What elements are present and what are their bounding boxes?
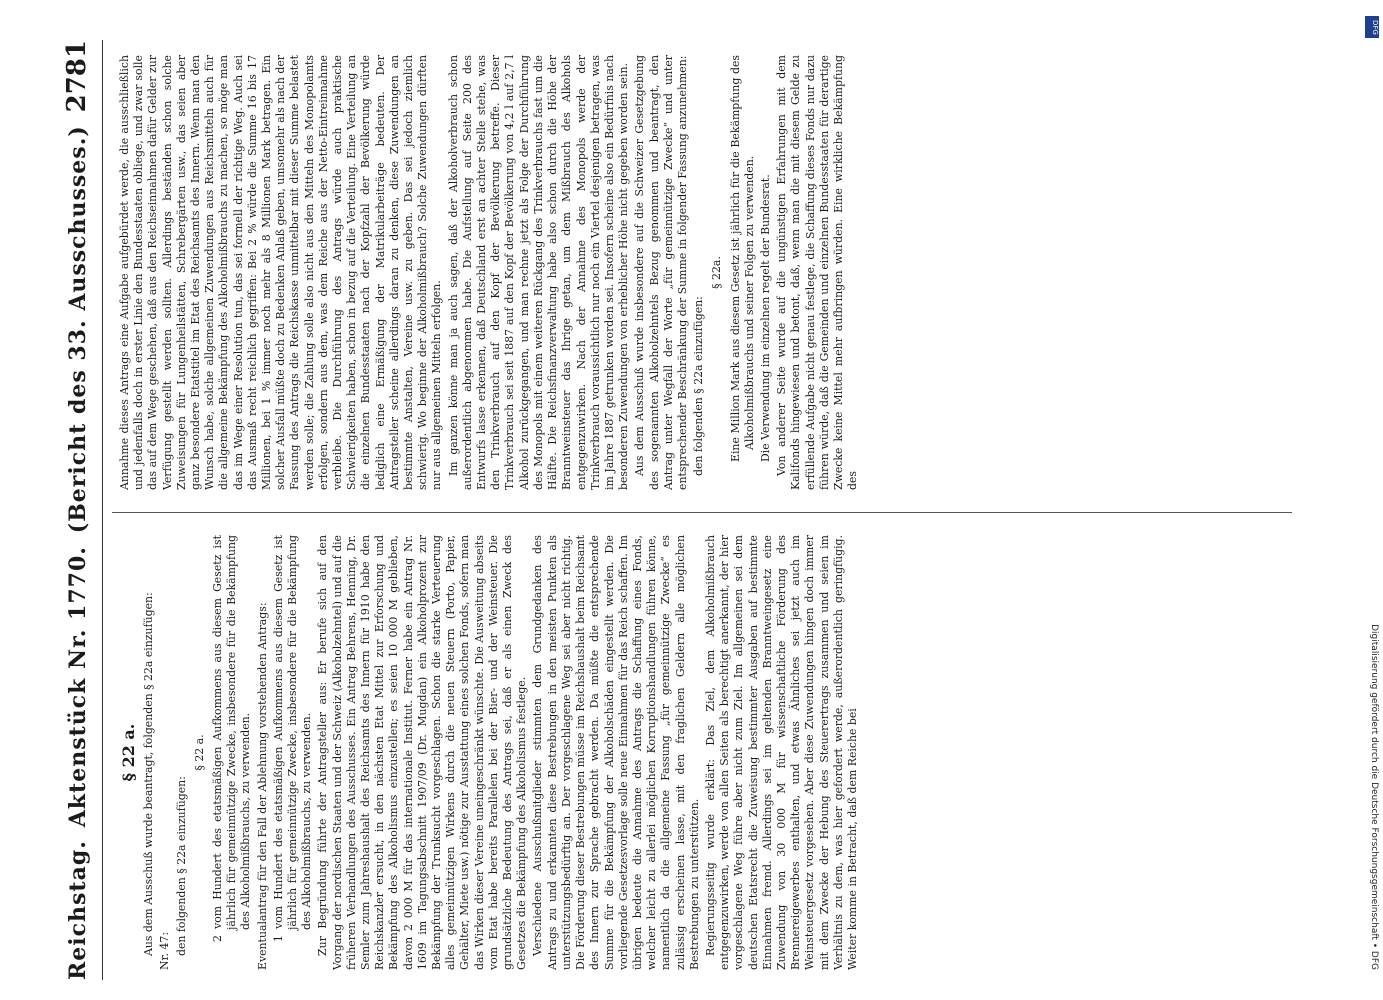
paragraph-heading: § 22 a. xyxy=(192,734,206,771)
government-paragraph: Regierungsseitig wurde erklärt: Das Ziel, dem Alkoholmißbrauch entgegenzuwirken, werde von allen Seiten als berechtigt anerkannt, der hier vorgeschlagene Weg führe aber nicht zum Ziel. Im allgemeinen sei dem deutschen Etatsrecht die Zuweisung bestimmter Ausgaben auf bestimmte Einnahmen fremd. Allerdings sei im geltenden Branntweingesetz eine Zuwendung von 30 000 M für wissenschaftliche Förderung des Brennereigewerbes enthalten, und etwas Ähnliches sei jetzt auch im Weinsteuergesetz vorgesehen. Aber diese Zuwendungen hingen doch immer mit dem Zwecke der Hebung des Steuerertrags zusammen und seien im Verhältnis zu dem, was hier gefordert werde, außerordentlich geringfügig. Weiter komme in Betracht, daß dem Reiche bei xyxy=(703,535,859,970)
kalifonds-paragraph: Von anderer Seite wurde auf die ungünstigen Erfahrungen mit dem Kalifonds hingewiesen und betont, daß, wenn man die mit diesem Gelde zu erfüllende Aufgabe nicht genau festlege, die Schaffung dieses Fonds nur dazu führen würde, daß die Gemeinden und einzelnen Bundesstaaten für derartige Zwecke keine Mittel mehr aufbringen würden. Eine wirkliche Bekämpfung des xyxy=(775,55,860,490)
clause-bundesrat: Die Verwendung im einzelnen regelt der Bundesrat. xyxy=(758,174,772,462)
page-number: 2781 xyxy=(62,40,92,113)
left-column xyxy=(118,535,1288,970)
clause-one-million: Eine Million Mark aus diesem Gesetz ist jährlich für die Bekämpfung des Alkoholmißbrauchs und seiner Folgen zu verwenden. xyxy=(728,55,756,462)
insert-intro-2: den folgenden § 22a einzufügen: xyxy=(692,296,706,476)
paragraph-heading-2: § 22a. xyxy=(710,256,724,289)
clause-1-percent: 1 vom Hundert des etatsmäßigen Aufkommens aus diesem Gesetz ist jährlich für gemeinnützige Zwecke, insbesondere für die Bekämpfung des Alkoholmißbrauchs, zu verwenden. xyxy=(271,535,314,942)
header-parliament: Reichstag. xyxy=(65,840,91,980)
column-divider xyxy=(112,512,1292,513)
continuation-paragraph: Annahme dieses Antrags eine Aufgabe aufgebürdet werde, die ausschließlich und jedenfalls doch in erster Linie den Bundesstaaten obliege, und zwar solle das auf dem Wege geschehen, daß aus den Reichseinnahmen dafür Gelder zur Verfügung gestellt werden sollten. Allerdings beständen schon solche Zuweisungen für Lungenheilstätten, Schrebergärten usw., das seien aber ganz besondere Etatstitel im Etat des Reichsamts des Innern. Wenn man den Wunsch habe, solche allgemeinen Zuwendungen aus Reichsmitteln auch für die allgemeine Bekämpfung des Alkoholmißbrauchs zu machen, so möge man das im Wege einer Resolution tun, das sei formell der richtige Weg. Auch sei das Ausmaß recht reichlich gegriffen: Bei 2 % würde die Summe 16 bis 17 Millionen, bei 1 % immer noch mehr als 8 Millionen Mark betragen. Ein solcher Ausfall müßte doch zu Bedenken Anlaß geben, umsomehr als nach der Fassung des Antrags die Reichskasse unmittelbar mit dieser Summe belastet werden solle; die Zahlung solle also nicht aus den Mitteln des Monopolamts erfolgen, sondern aus dem, was dem Reiche aus der Netto-Eintreinnahme verbleibe. Die Durchführung des Antrags würde auch praktische Schwierigkeiten haben, schon in bezug auf die Verteilung. Eine Verteilung an die einzelnen Bundesstaaten nach der Kopfzahl der Bevölkerung würde lediglich eine Ermäßigung der Matrikularbeiträge bedeuten. Der Antragsteller scheine allerdings daran zu denken, diese Zuwendungen an bestimmte Anstalten, Vereine usw. zu geben. Das sei jedoch ziemlich schwierig. Wo beginne der Alkoholmißbrauch? Solche Zuwendungen dürften nur aus allgemeinen Mitteln erfolgen. xyxy=(118,55,444,490)
credit-text: Digitalisierung gefördert durch die Deutsche Forschungsgemeinschaft • DFG xyxy=(1369,624,1379,970)
header-document-number: Aktenstück Nr. 1770. xyxy=(65,546,91,828)
eventual-motion: Eventualantrag für den Fall der Ablehnung vorstehenden Antrags: xyxy=(255,602,269,970)
item-number: Nr. 47: xyxy=(158,932,172,970)
digitization-credit xyxy=(1365,10,1379,990)
insert-intro: den folgenden § 22a einzufügen: xyxy=(174,776,188,956)
intro-text: Aus dem Ausschuß wurde beantragt, folgenden § 22a einzufügen: xyxy=(142,592,156,956)
dfg-logo: DFG xyxy=(1365,16,1379,38)
committee-members-paragraph: Verschiedene Ausschußmitglieder stimmten dem Grundgedanken des Antrags zu und erkannten diese Bestrebungen in den meisten Punkten als unterstützungsbedürftig an. Der vorgeschlagene Weg sei aber nicht richtig. Die Förderung dieser Bestrebungen müsse im Reichshaushalt beim Reichsamt des Innern zur Sprache gebracht werden. Da müßte die entsprechende Summe für die Bekämpfung der Alkoholschäden eingestellt werden. Die vorliegende Gesetzesvorlage solle neue Einnahmen für das Reich schaffen. Im übrigen bedeute die Annahme des Antrags die Schaffung eines Fonds, welcher leicht zu allerlei möglichen Korruptionshandlungen führen könne, namentlich da die allgemeine Fassung „für gemeinnützige Zwecke“ es zulässig erscheinen lasse, mit den fraglichen Geldern alle möglichen Bestrebungen zu unterstützen. xyxy=(531,535,701,970)
right-column xyxy=(118,55,1288,490)
justification-paragraph: Zur Begründung führte der Antragsteller aus: Er berufe sich auf den Vorgang der nordischen Staaten und der Schweiz (Alkoholzehntel) und auf die früheren Verhandlungen des Ausschusses. Ein Antrag Behrens, Henning, Dr. Semler zum Jahreshaushalt des Reichsamts des Innern für 1910 habe den Reichskanzler ersucht, in den nächsten Etat Mittel zur Erforschung und Bekämpfung des Alkoholismus einzustellen; es seien 10 000 M geblieben, davon 2 000 M für das internationale Institut. Ferner habe ein Antrag Nr. 1609 im Tagungsabschnitt 1907/09 (Dr. Mugdan) ein Alkoholprozent zur Bekämpfung der Trunksucht vorgeschlagen. Schon die starke Verteuerung alles gemeinnützigen Wirkens durch die neuen Steuern (Porto, Papier, Gehälter, Miete usw.) nötige zur Ausstattung eines solchen Fonds, sofern man das Wirken dieser Vereine uneingeschränkt wünschte. Die Ausweitung abseits vom Etat habe bereits Parallelen bei der Bier- und der Weinsteuer. Die grundsätzliche Bedeutung des Antrags sei, daß er als einen Zweck des Gesetzes die Bekämpfung des Alkoholismus festlege. xyxy=(316,535,529,970)
page-header xyxy=(62,40,103,980)
clause-2-percent: 2 vom Hundert des etatsmäßigen Aufkommens aus diesem Gesetz ist jährlich für gemeinnützige Zwecke, insbesondere für die Bekämpfung des Alkoholmißbrauchs, zu verwenden. xyxy=(211,535,253,942)
consumption-paragraph: Im ganzen könne man ja auch sagen, daß der Alkoholverbrauch schon außerordentlich abgenommen habe. Die Aufstellung auf Seite 200 des Entwurfs lasse erkennen, daß Deutschland erst an achter Stelle stehe, was den Trinkverbrauch auf den Kopf der Bevölkerung betreffe. Dieser Trinkverbrauch sei seit 1887 auf den Kopf der Bevölkerung von 4,2 l auf 2,7 l Alkohol zurückgegangen, und man rechne jetzt als Folge der Durchführung des Monopols mit einem weiteren Rückgang des Trinkverbrauchs fast um die Hälfte. Die Reichsfinanzverwaltung habe also schon durch die Höhe der Branntweinsteuer das Ihrige getan, um dem Mißbrauch des Alkohols entgegenzuwirken. Nach der Annahme des Monopols werde der Trinkverbrauch voraussichtlich nur noch ein Viertel desjenigen betragen, was im Jahre 1887 getrunken worden sei. Insofern scheine also ein Bedürfnis nach besonderen Zuwendungen von erheblicher Höhe nicht gegeben worden sein. xyxy=(446,55,631,490)
section-title: § 22 a. xyxy=(119,723,138,782)
swiss-reference-paragraph: Aus dem Ausschuß wurde insbesondere auf die Schweizer Gesetzgebung des sogenannten Alkoholzehntels Bezug genommen und beantragt, den Antrag unter Wegfall der Worte „für gemeinnützige Zwecke“ und unter entsprechender Beschränkung der Summe in folgender Fassung anzunehmen: xyxy=(633,55,689,490)
header-report-title: (Bericht des 33. Ausschusses.) xyxy=(65,125,91,534)
